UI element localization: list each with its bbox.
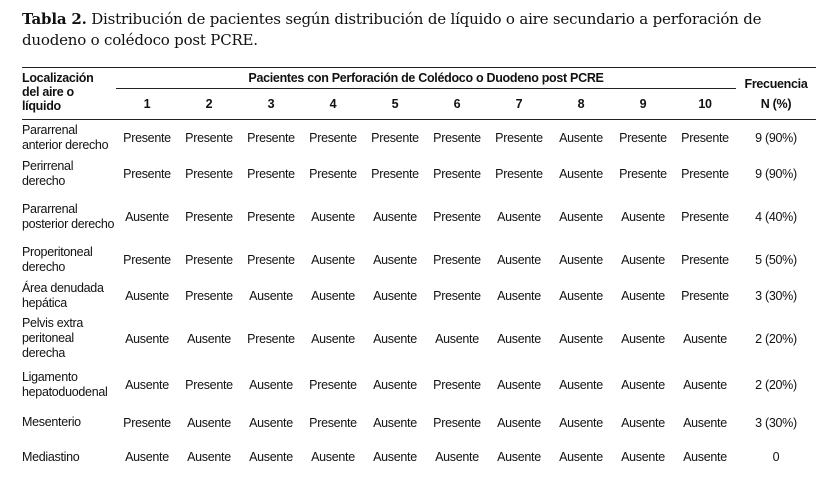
row-label: Pararrenal anterior derecho	[22, 122, 109, 152]
table-row	[22, 192, 816, 242]
table-cell: Presente	[681, 209, 729, 224]
header-patient-10: 10	[674, 89, 736, 120]
table-cell: Ausente	[621, 415, 665, 430]
table-cell: Ausente	[559, 449, 603, 464]
table-cell: Ausente	[249, 288, 293, 303]
header-patient-3: 3	[240, 89, 302, 120]
table-cell: Presente	[433, 288, 481, 303]
table-cell: Ausente	[497, 449, 541, 464]
table-cell: Ausente	[249, 415, 293, 430]
table-cell: Ausente	[559, 377, 603, 392]
table-cell: Ausente	[249, 377, 293, 392]
table-cell: Ausente	[559, 166, 603, 181]
row-frequency: 4 (40%)	[755, 209, 797, 224]
table-cell: Presente	[309, 377, 357, 392]
table-cell: Presente	[123, 415, 171, 430]
table-cell: Presente	[371, 166, 419, 181]
header-patient-4: 4	[302, 89, 364, 120]
table-cell: Ausente	[621, 449, 665, 464]
row-frequency: 3 (30%)	[755, 415, 797, 430]
table-cell: Ausente	[621, 209, 665, 224]
table-row	[22, 440, 816, 474]
table-cell: Presente	[309, 130, 357, 145]
table-cell: Presente	[185, 288, 233, 303]
table-cell: Ausente	[187, 415, 231, 430]
row-frequency: 9 (90%)	[755, 130, 797, 145]
table-cell: Presente	[495, 166, 543, 181]
row-label: Pelvis extra peritoneal derecha	[22, 316, 84, 360]
row-label: Properitoneal derecho	[22, 244, 93, 274]
table-cell: Presente	[185, 377, 233, 392]
header-patient-1: 1	[116, 89, 178, 120]
table-row	[22, 314, 816, 364]
table-row	[22, 242, 816, 278]
table-cell: Ausente	[497, 252, 541, 267]
table-cell: Ausente	[249, 449, 293, 464]
row-frequency: 0	[772, 449, 780, 464]
table-cell: Ausente	[559, 415, 603, 430]
table-cell: Presente	[433, 377, 481, 392]
header-location	[22, 68, 116, 120]
table-cell: Presente	[247, 252, 295, 267]
table-cell: Presente	[185, 130, 233, 145]
row-frequency: 2 (20%)	[755, 377, 797, 392]
table-cell: Ausente	[559, 288, 603, 303]
header-patient-9: 9	[612, 89, 674, 120]
table-cell: Ausente	[125, 331, 169, 346]
table-row	[22, 364, 816, 406]
table-cell: Ausente	[621, 252, 665, 267]
table-cell: Ausente	[435, 449, 479, 464]
table-cell: Ausente	[621, 331, 665, 346]
header-patient-7: 7	[488, 89, 550, 120]
table-cell: Ausente	[311, 331, 355, 346]
table-cell: Ausente	[311, 449, 355, 464]
row-label: Pararrenal posterior derecho	[22, 201, 115, 231]
table-cell: Presente	[371, 130, 419, 145]
table-cell: Presente	[681, 288, 729, 303]
header-patients: Pacientes con Perforación de Colédoco o Duodeno post PCRE	[116, 68, 736, 89]
row-frequency: 2 (20%)	[755, 331, 797, 346]
table-caption	[22, 9, 822, 51]
header-patient-8: 8	[550, 89, 612, 120]
table-cell: Ausente	[559, 331, 603, 346]
row-frequency: 3 (30%)	[755, 288, 797, 303]
table-cell: Presente	[681, 252, 729, 267]
patients-table	[22, 67, 816, 474]
table-cell: Ausente	[373, 252, 417, 267]
table-cell: Presente	[123, 252, 171, 267]
table-cell: Ausente	[373, 288, 417, 303]
header-frequency	[736, 68, 816, 120]
table-cell: Ausente	[559, 252, 603, 267]
table-cell: Ausente	[497, 331, 541, 346]
caption-text: Distribución de pacientes según distribución de líquido o aire secundario a perforación de duodeno o colédoco post PCRE.	[22, 10, 762, 49]
table-cell: Ausente	[497, 377, 541, 392]
table-cell: Ausente	[497, 415, 541, 430]
caption-label: Tabla 2.	[22, 10, 87, 28]
table-cell: Ausente	[497, 209, 541, 224]
row-label: Perirrenal derecho	[22, 158, 74, 188]
table-cell: Ausente	[311, 288, 355, 303]
table-cell: Ausente	[373, 331, 417, 346]
table-cell: Presente	[185, 166, 233, 181]
table-cell: Presente	[309, 166, 357, 181]
table-cell: Ausente	[311, 209, 355, 224]
table-cell: Ausente	[621, 377, 665, 392]
row-label: Área denudada hepática	[22, 280, 104, 310]
table-cell: Presente	[309, 415, 357, 430]
table-cell: Ausente	[435, 331, 479, 346]
table-cell: Ausente	[683, 415, 727, 430]
table-row	[22, 278, 816, 314]
table-row	[22, 120, 816, 156]
table-cell: Presente	[495, 130, 543, 145]
table-cell: Presente	[433, 209, 481, 224]
table-cell: Ausente	[373, 449, 417, 464]
table-cell: Ausente	[187, 449, 231, 464]
row-label: Ligamento hepatoduodenal	[22, 369, 108, 399]
table-row	[22, 406, 816, 440]
table-cell: Presente	[433, 415, 481, 430]
table-cell: Presente	[681, 166, 729, 181]
table-row	[22, 156, 816, 192]
table-cell: Ausente	[683, 449, 727, 464]
table-cell: Presente	[433, 130, 481, 145]
header-frequency-label: Frecuencia	[744, 76, 808, 91]
header-location-text: Localización del aire o líquido	[22, 71, 94, 113]
table-cell: Ausente	[373, 415, 417, 430]
table-cell: Ausente	[559, 209, 603, 224]
table-cell: Presente	[681, 130, 729, 145]
table-cell: Ausente	[621, 288, 665, 303]
table-cell: Presente	[185, 209, 233, 224]
header-patient-2: 2	[178, 89, 240, 120]
table-cell: Presente	[123, 130, 171, 145]
table-cell: Ausente	[125, 288, 169, 303]
table-cell: Presente	[619, 166, 667, 181]
table-cell: Ausente	[373, 377, 417, 392]
table-cell: Ausente	[497, 288, 541, 303]
table-cell: Ausente	[125, 449, 169, 464]
table-cell: Ausente	[125, 377, 169, 392]
row-frequency: 9 (90%)	[755, 166, 797, 181]
row-frequency: 5 (50%)	[755, 252, 797, 267]
table-cell: Ausente	[373, 209, 417, 224]
table-cell: Presente	[247, 166, 295, 181]
table-cell: Presente	[247, 130, 295, 145]
header-patient-6: 6	[426, 89, 488, 120]
table-cell: Ausente	[311, 252, 355, 267]
header-frequency-unit: N (%)	[760, 96, 792, 111]
table-cell: Ausente	[187, 331, 231, 346]
header-patient-5: 5	[364, 89, 426, 120]
table-cell: Ausente	[683, 331, 727, 346]
table-cell: Presente	[619, 130, 667, 145]
table-cell: Ausente	[559, 130, 603, 145]
table-cell: Presente	[247, 209, 295, 224]
row-label: Mediastino	[22, 450, 80, 464]
table-cell: Presente	[185, 252, 233, 267]
table-cell: Presente	[433, 166, 481, 181]
table-cell: Ausente	[683, 377, 727, 392]
table-cell: Presente	[433, 252, 481, 267]
table-cell: Presente	[123, 166, 171, 181]
table-cell: Ausente	[125, 209, 169, 224]
table-cell: Presente	[247, 331, 295, 346]
row-label: Mesenterio	[22, 415, 81, 429]
